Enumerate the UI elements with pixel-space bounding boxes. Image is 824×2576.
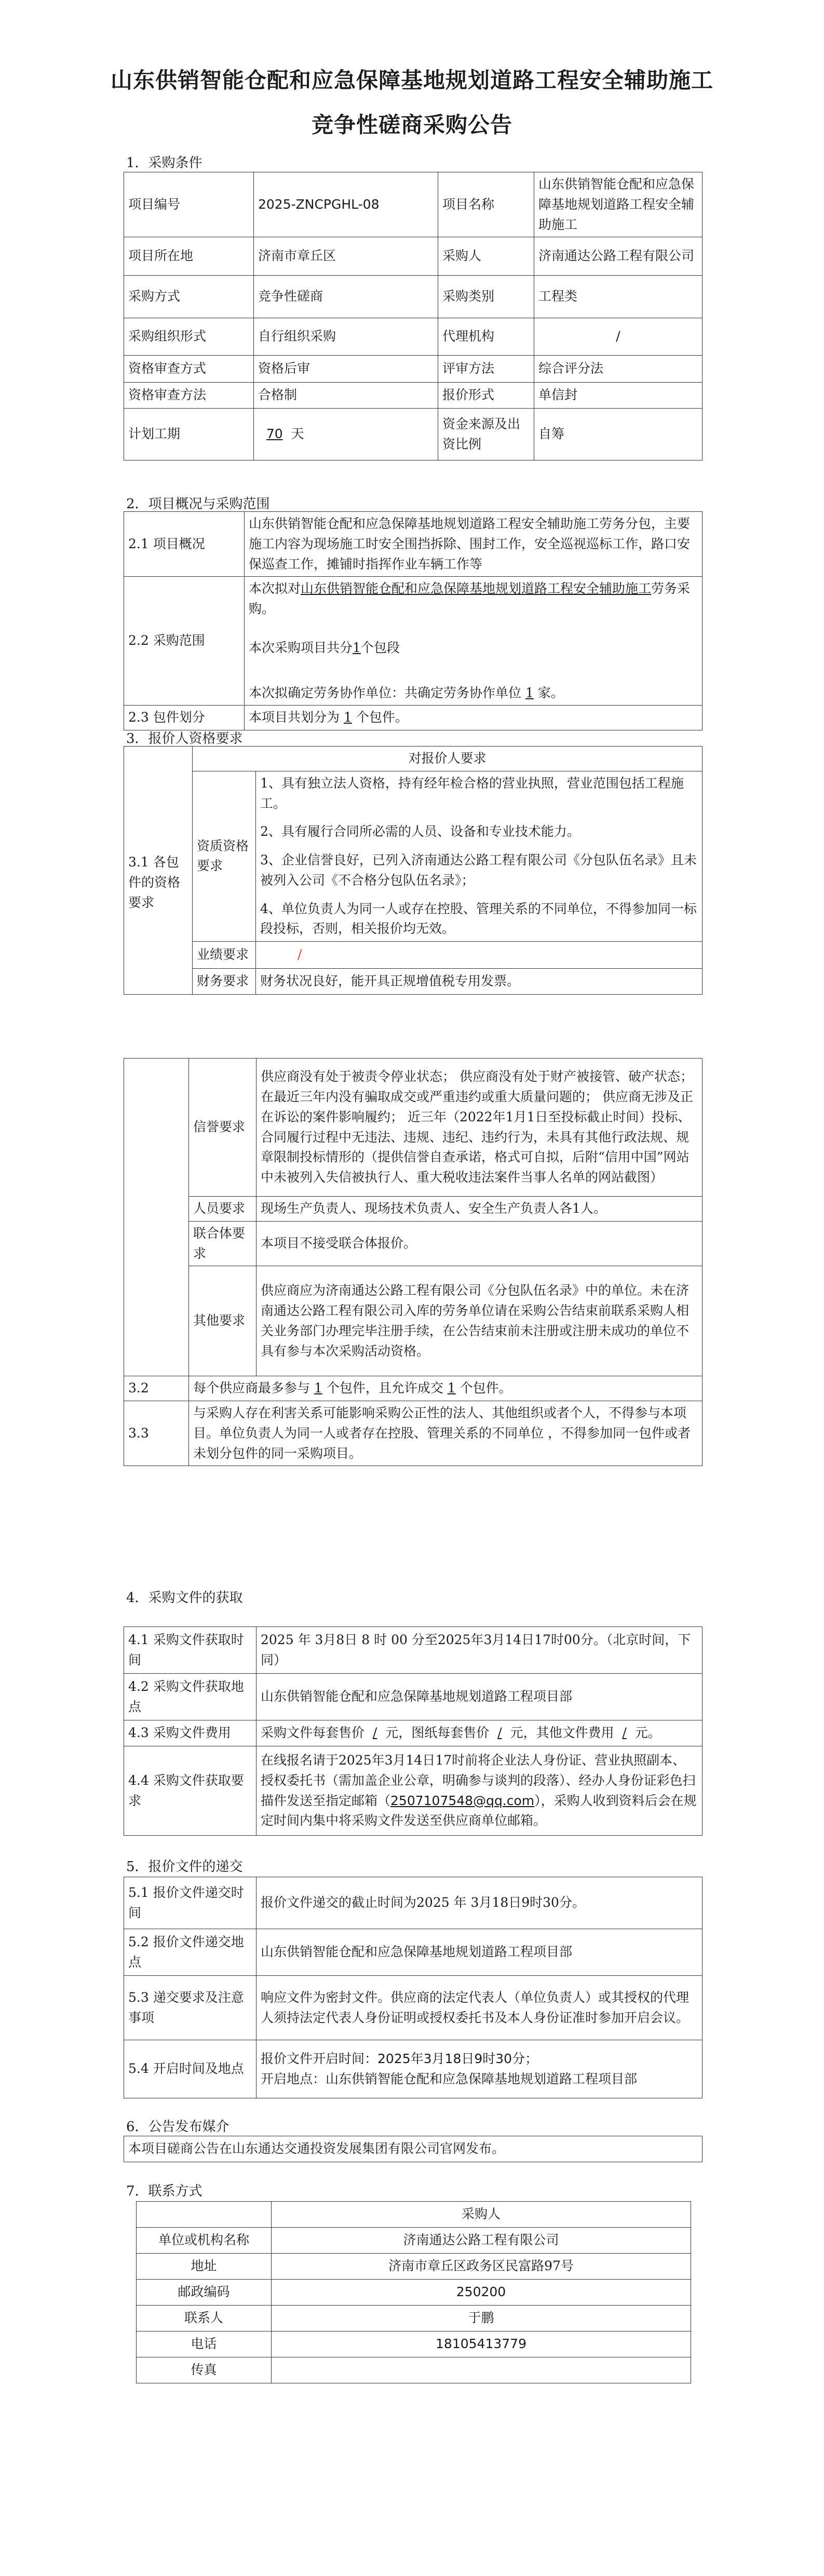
- text-span: 个包件。: [460, 1380, 512, 1396]
- section5-heading: 5．报价文件的递交: [126, 1859, 243, 1875]
- value-cell: 综合评分法: [534, 356, 703, 383]
- value-cell: 山东供销智能仓配和应急保障基地规划道路工程项目部: [256, 1929, 703, 1976]
- label-cell: 地址: [137, 2254, 272, 2280]
- qualification-table: [124, 746, 703, 995]
- value-cell: 2025 年 3月8日 8 时 00 分至2025年3月14日17时00分。（北京时间，下同）: [256, 1627, 703, 1674]
- label-cell: 计划工期: [124, 409, 254, 460]
- procurement-conditions-table: [124, 172, 703, 460]
- text-span: 劳务采购。: [249, 581, 691, 616]
- contact-table: [136, 2201, 691, 2383]
- text-span: ；: [525, 2051, 538, 2066]
- blank-cell: [124, 747, 193, 771]
- label-cell: 联系人: [137, 2306, 272, 2331]
- label-cell: 采购人: [438, 237, 534, 276]
- label-cell: 人员要求: [189, 1197, 256, 1222]
- blank-cell: [124, 1059, 189, 1376]
- project-overview-table: [124, 511, 703, 730]
- label-cell: 项目所在地: [124, 237, 254, 276]
- text-span: 个包段: [360, 640, 400, 655]
- table-row: [124, 1401, 703, 1466]
- table-row: [124, 1746, 703, 1836]
- table-row: [124, 1674, 703, 1720]
- package-count: 1: [353, 640, 361, 655]
- label-cell: 2.3 包件划分: [124, 706, 245, 730]
- credit-text: 供应商没有处于被责令停业状态； 供应商没有处于财产被接管、破产状态；在最近三年内没有骗取成交或严重违约或重大质量问题的； 供应商无涉及正在诉讼的案件影响履约； 近三年（2022年1月1日至投标截止时间）投标、合同履行过程中无违法、违规、违纪、违约行为，未具有其他行政法规、规章限制投标情形的（提供信誉自查承诺，格式可自拟，后附“信用中国”网站中未被列入失信被执行人、重大税收违法案件当事人名单的网站截图）: [256, 1059, 703, 1197]
- table-row: [124, 1221, 703, 1266]
- value-cell: 250200: [272, 2280, 691, 2306]
- text-span: 在线报名请于2025年3月14日17时前将企业法人身份证、营业执照副本、授权委托书（需加盖企业公章，明确参与谈判的段落）、经办人身份证彩色扫描件发送至指定邮箱（: [261, 1753, 696, 1808]
- value-cell: 济南通达公路工程有限公司: [272, 2228, 691, 2254]
- label-cell: 资质资格要求: [193, 771, 256, 941]
- doc-title-line1: 山东供销智能仓配和应急保障基地规划道路工程安全辅助施工: [110, 67, 713, 93]
- media-table: [124, 2136, 703, 2162]
- label-cell: 财务要求: [193, 969, 256, 995]
- label-cell: 5.2 报价文件递交地点: [124, 1929, 256, 1976]
- table-row: [124, 512, 703, 577]
- project-name: 山东供销智能仓配和应急保障基地规划道路工程安全辅助施工: [534, 172, 703, 237]
- value-cell: 工程类: [534, 276, 703, 318]
- table-row: [124, 771, 703, 941]
- fee-value: /: [497, 1725, 502, 1741]
- duration-unit: 天: [291, 426, 304, 442]
- text-span: 元，其他文件费用: [510, 1725, 614, 1741]
- table-row: [137, 2280, 691, 2306]
- value-cell: 济南市章丘区: [254, 237, 438, 276]
- label-cell: 采购类别: [438, 276, 534, 318]
- table-row: [137, 2202, 691, 2228]
- text-span: 元，图纸每套售价: [385, 1725, 490, 1741]
- label-cell: 资金来源及出资比例: [438, 409, 534, 460]
- opening-location: 开启地点：山东供销智能仓配和应急保障基地规划道路工程项目部: [261, 2071, 638, 2086]
- value-cell: 现场生产负责人、现场技术负责人、安全生产负责人各1人。: [256, 1197, 703, 1222]
- table-row: [124, 1877, 703, 1929]
- text-span: 本次拟对: [249, 581, 301, 596]
- table-row: [137, 2254, 691, 2280]
- value-cell: [272, 2357, 691, 2383]
- table-row: [137, 2228, 691, 2254]
- label-cell: 项目编号: [124, 172, 254, 237]
- label-cell: 5.3 递交要求及注意事项: [124, 1976, 256, 2040]
- section2-heading: 2．项目概况与采购范围: [126, 496, 270, 512]
- label-cell: 业绩要求: [193, 942, 256, 969]
- list-item: 2、具有履行合同所必需的人员、设备和专业技术能力。: [260, 824, 580, 839]
- list-item: 1、具有独立法人资格，持有经年检合格的营业执照，营业范围包括工程施工。: [260, 775, 684, 811]
- table-row: [124, 942, 703, 969]
- value-cell: 自行组织采购: [254, 318, 438, 356]
- text-span: 每个供应商最多参与: [193, 1380, 310, 1396]
- table-row: [124, 2136, 703, 2162]
- label-cell: 采购组织形式: [124, 318, 254, 356]
- blank-cell: [137, 2202, 272, 2228]
- participation-limit: [189, 1376, 703, 1401]
- label-cell: 4.3 采购文件费用: [124, 1720, 256, 1746]
- scope-text: [245, 577, 703, 706]
- value-cell: 供应商应为济南通达公路工程有限公司《分包队伍名录》中的单位。未在济南通达公路工程有限公司入库的劳务单位请在采购公告结束前联系采购人相关业务部门办理完毕注册手续，在公告结束前未注册或注册未成功的单位不具有参与本次采购活动资格。: [256, 1266, 703, 1376]
- opening-time: 2025年3月18日9时30分: [377, 2051, 525, 2066]
- value-cell: [256, 2040, 703, 2098]
- text-span: 元。: [634, 1725, 661, 1741]
- value-cell: 竞争性磋商: [254, 276, 438, 318]
- text-span: 个包件。: [356, 710, 408, 725]
- value-cell: [256, 1746, 703, 1836]
- value-cell: 财务状况良好，能开具正规增值税专用发票。: [256, 969, 703, 995]
- list-item: 3、企业信誉良好，已列入济南通达公路工程有限公司《分包队伍名录》且未被列入公司《不合格分包队伍名录》；: [260, 852, 697, 888]
- table-row: [124, 706, 703, 730]
- media-text: 本项目磋商公告在山东通达交通投资发展集团有限公司官网发布。: [124, 2136, 703, 2162]
- table-row: [124, 318, 703, 356]
- section7-heading: 7．联系方式: [126, 2184, 202, 2199]
- table-row: [124, 577, 703, 706]
- value-cell: 合格制: [254, 383, 438, 409]
- table-row: [124, 1376, 703, 1401]
- text-span: 报价文件开启时间：: [261, 2051, 378, 2066]
- value-cell: 18105413779: [272, 2331, 691, 2357]
- label-cell: 2.2 采购范围: [124, 577, 245, 706]
- label-cell: 4.4 采购文件获取要求: [124, 1746, 256, 1836]
- value-cell: 响应文件为密封文件。供应商的法定代表人（单位负责人）或其授权的代理人须持法定代表人身份证明或授权委托书及本人身份证准时参加开启会议。: [256, 1976, 703, 2040]
- fee-text: [256, 1720, 703, 1746]
- doc-title-line2: 竞争性磋商采购公告: [311, 112, 512, 138]
- label-cell: 报价形式: [438, 383, 534, 409]
- label-cell: 联合体要求: [189, 1221, 256, 1266]
- email-address: 2507107548@qq.com: [390, 1793, 535, 1808]
- value-cell: 报价文件递交的截止时间为2025 年 3月18日9时30分。: [256, 1877, 703, 1929]
- table-row: [124, 747, 703, 771]
- table-row: [124, 969, 703, 995]
- submission-table: [124, 1877, 703, 2098]
- table-row: [124, 1266, 703, 1376]
- label-cell: 传真: [137, 2357, 272, 2383]
- label-cell: 信誉要求: [189, 1059, 256, 1197]
- value-cell: 山东供销智能仓配和应急保障基地规划道路工程项目部: [256, 1674, 703, 1720]
- label-cell: 代理机构: [438, 318, 534, 356]
- text-span: 本项目共划分为: [249, 710, 340, 725]
- label-cell: 3.2: [124, 1376, 189, 1401]
- section4-heading: 4．采购文件的获取: [126, 1590, 243, 1606]
- text-span: 本次拟确定劳务协作单位：共确定劳务协作单位: [249, 685, 522, 700]
- conflict-text: 与采购人存在利害关系可能影响采购公正性的法人、其他组织或者个人，不得参与本项目。单位负责人为同一人或者存在控股、管理关系的不同单位 ，不得参加同一包件或者未划分包件的同一采购项目。: [189, 1401, 703, 1466]
- partner-count: 1: [525, 685, 534, 700]
- label-cell: 采购方式: [124, 276, 254, 318]
- count-value: 1: [314, 1380, 322, 1396]
- table-row: [137, 2357, 691, 2383]
- label-cell: 2.1 项目概况: [124, 512, 245, 577]
- other-requirements-table: [124, 1058, 703, 1466]
- value-cell: 济南市章丘区政务区民富路97号: [272, 2254, 691, 2280]
- table-row: [124, 2040, 703, 2098]
- label-cell: 5.1 报价文件递交时间: [124, 1877, 256, 1929]
- value-cell: 于鹏: [272, 2306, 691, 2331]
- label-cell: 4.1 采购文件获取时间: [124, 1627, 256, 1674]
- table-row: [124, 1059, 703, 1197]
- section6-heading: 6．公告发布媒介: [126, 2119, 229, 2135]
- section1-heading: 1．采购条件: [126, 155, 202, 171]
- table-row: [124, 172, 703, 237]
- label-cell: 电话: [137, 2331, 272, 2357]
- value-cell: [254, 409, 438, 460]
- label-cell: 4.2 采购文件获取地点: [124, 1674, 256, 1720]
- table-row: [124, 276, 703, 318]
- text-span: 个包件，且允许成交: [326, 1380, 443, 1396]
- value-cell: 济南通达公路工程有限公司: [534, 237, 703, 276]
- label-cell: 资格审查方法: [124, 383, 254, 409]
- value-cell: 资格后审: [254, 356, 438, 383]
- value-cell: 自筹: [534, 409, 703, 460]
- label-cell: 项目名称: [438, 172, 534, 237]
- table-row: [124, 1197, 703, 1222]
- value-cell: /: [256, 942, 703, 969]
- division-count: 1: [343, 710, 352, 725]
- outer-label: 3.1 各包件的资格要求: [124, 771, 193, 994]
- text-span: 家。: [537, 685, 564, 700]
- table-row: [137, 2306, 691, 2331]
- project-name-underlined: 山东供销智能仓配和应急保障基地规划道路工程安全辅助施工: [301, 581, 652, 596]
- requirements-header: 对报价人要求: [193, 747, 703, 771]
- value-cell: 本项目不接受联合体报价。: [256, 1221, 703, 1266]
- table-row: [124, 383, 703, 409]
- table-row: [124, 1720, 703, 1746]
- label-cell: 单位或机构名称: [137, 2228, 272, 2254]
- label-cell: 资格审查方式: [124, 356, 254, 383]
- list-item: 4、单位负责人为同一人或存在控股、管理关系的不同单位，不得参加同一标段投标，否则，相关报价均无效。: [260, 901, 697, 937]
- value-cell: /: [534, 318, 703, 356]
- label-cell: 3.3: [124, 1401, 189, 1466]
- division-text: [245, 706, 703, 730]
- label-cell: 5.4 开启时间及地点: [124, 2040, 256, 2098]
- qualification-list: [256, 771, 703, 941]
- text-span: ），采购人收到资料后会在规定时间内集中将采购文件发送至供应商单位邮箱。: [261, 1793, 697, 1828]
- table-row: [124, 409, 703, 460]
- table-row: [124, 1976, 703, 2040]
- count-value: 1: [447, 1380, 456, 1396]
- table-row: [137, 2331, 691, 2357]
- table-row: [124, 356, 703, 383]
- table-row: [124, 1627, 703, 1674]
- text-span: 本次采购项目共分: [249, 640, 353, 655]
- value-cell: 单信封: [534, 383, 703, 409]
- fee-value: /: [622, 1725, 627, 1741]
- label-cell: 其他要求: [189, 1266, 256, 1376]
- table-row: [124, 237, 703, 276]
- label-cell: 邮政编码: [137, 2280, 272, 2306]
- overview-text: 山东供销智能仓配和应急保障基地规划道路工程安全辅助施工劳务分包，主要施工内容为现场施工时安全围挡拆除、围封工作，安全巡视巡标工作，路口安保巡查工作，摊铺时指挥作业车辆工作等: [245, 512, 703, 577]
- section3-heading: 3．报价人资格要求: [126, 731, 243, 747]
- text-span: 采购文件每套售价: [261, 1725, 365, 1741]
- duration-days: 70: [266, 426, 283, 442]
- label-cell: 评审方法: [438, 356, 534, 383]
- contact-column-header: 采购人: [272, 2202, 691, 2228]
- table-row: [124, 1929, 703, 1976]
- project-number: 2025-ZNCPGHL-08: [254, 172, 438, 237]
- document-acquisition-table: [124, 1626, 703, 1836]
- fee-value: /: [372, 1725, 377, 1741]
